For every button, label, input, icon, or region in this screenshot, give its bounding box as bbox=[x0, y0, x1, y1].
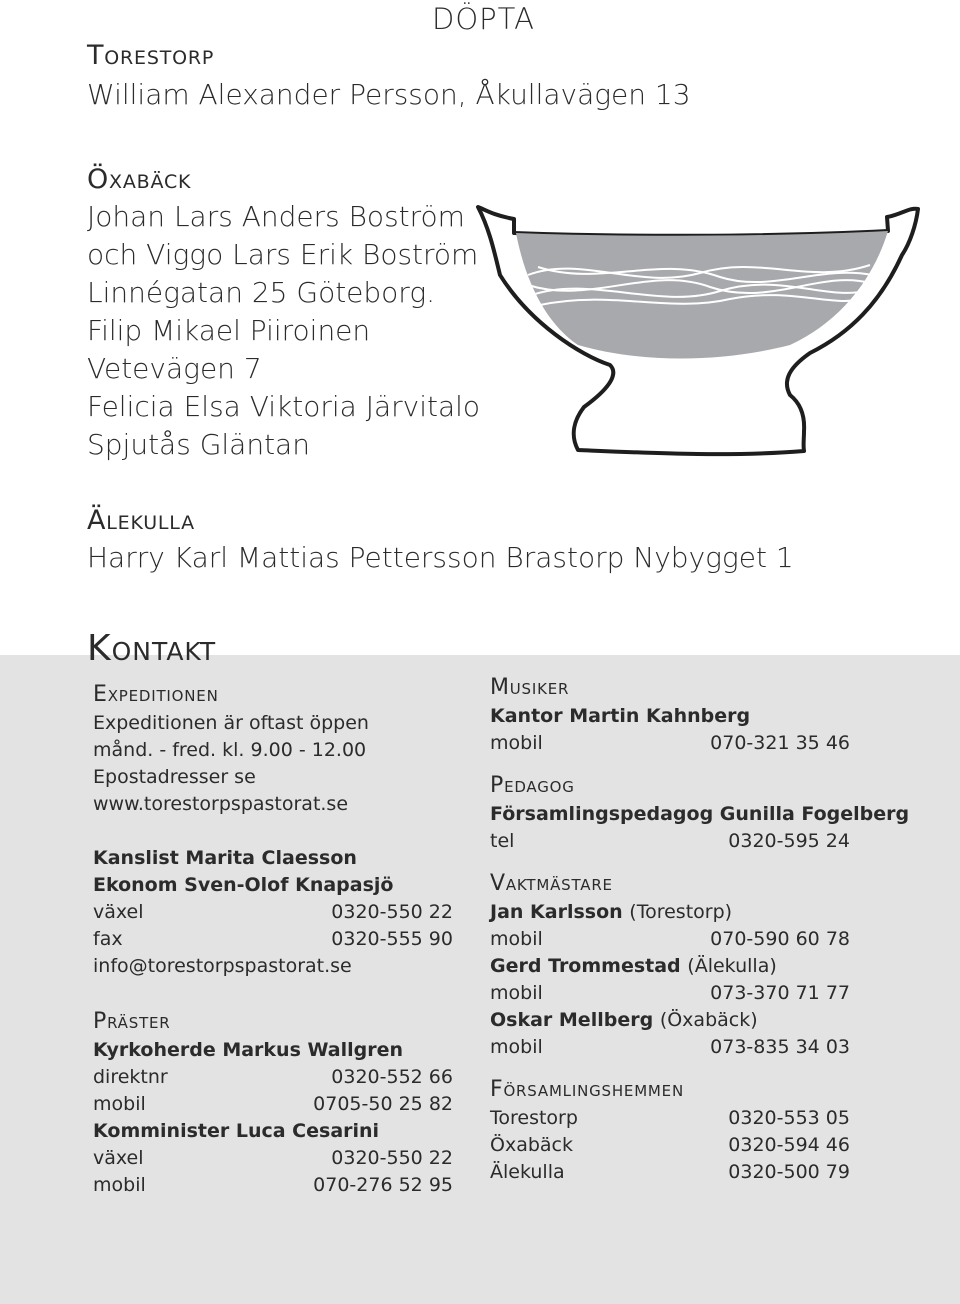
expedition-line: månd. - fred. kl. 9.00 - 12.00 bbox=[93, 739, 367, 761]
caretaker-name bbox=[490, 1007, 850, 1034]
priests-heading: Präster bbox=[93, 1009, 171, 1034]
place-heading-torestorp: Torestorp bbox=[87, 40, 215, 71]
phone-number: 0320-550 22 bbox=[331, 901, 453, 923]
halls-heading: Församlingshemmen bbox=[490, 1077, 684, 1102]
phone-row bbox=[490, 730, 850, 757]
phone-row bbox=[93, 1091, 453, 1118]
phone-row bbox=[93, 1172, 453, 1199]
phone-number: 073-835 34 03 bbox=[710, 1036, 850, 1058]
caretaker-area: (Älekulla) bbox=[687, 955, 777, 977]
baptized-line: Linnégatan 25 Göteborg. bbox=[87, 276, 436, 309]
hall-label: Öxabäck bbox=[490, 1134, 573, 1156]
website-link[interactable]: www.torestorpspastorat.se bbox=[93, 793, 349, 815]
phone-label: mobil bbox=[490, 1036, 543, 1058]
phone-label: växel bbox=[93, 901, 144, 923]
baptized-line: Johan Lars Anders Boström bbox=[87, 200, 465, 233]
caretaker-area: (Torestorp) bbox=[629, 901, 733, 923]
musician-heading: Musiker bbox=[490, 675, 570, 700]
phone-row bbox=[490, 980, 850, 1007]
phone-row bbox=[490, 926, 850, 953]
pedagog-heading: Pedagog bbox=[490, 773, 575, 798]
phone-number: 073-370 71 77 bbox=[710, 982, 850, 1004]
staff-name: Kanslist Marita Claesson bbox=[93, 847, 357, 869]
phone-label: växel bbox=[93, 1147, 144, 1169]
page-title: DÖPTA bbox=[432, 2, 535, 36]
phone-row bbox=[93, 899, 453, 926]
contact-right-column bbox=[490, 673, 910, 1186]
priest-name: Kyrkoherde Markus Wallgren bbox=[93, 1039, 404, 1061]
caretaker-heading: Vaktmästare bbox=[490, 871, 613, 896]
baptized-line: Harry Karl Mattias Pettersson Brastorp Nybygget 1 bbox=[87, 541, 794, 574]
caretaker-name-text: Oskar Mellberg bbox=[490, 1009, 654, 1031]
phone-label: mobil bbox=[93, 1093, 146, 1115]
phone-number: 0320-555 90 bbox=[331, 928, 453, 950]
caretaker-name-text: Jan Karlsson bbox=[490, 901, 623, 923]
contact-left-column bbox=[93, 680, 453, 1199]
phone-number: 0705-50 25 82 bbox=[313, 1093, 453, 1115]
expedition-line: Epostadresser se bbox=[93, 766, 256, 788]
baptized-line: William Alexander Persson, Åkullavägen 13 bbox=[87, 78, 691, 111]
phone-number: 0320-552 66 bbox=[331, 1066, 453, 1088]
phone-row bbox=[93, 1145, 453, 1172]
baptized-line: Filip Mikael Piiroinen bbox=[87, 314, 371, 347]
expedition-line: Expeditionen är oftast öppen bbox=[93, 712, 369, 734]
baptized-line: Vetevägen 7 bbox=[87, 352, 262, 385]
place-heading-alekulla: Älekulla bbox=[87, 505, 195, 536]
caretaker-name bbox=[490, 953, 850, 980]
hall-label: Torestorp bbox=[490, 1107, 578, 1129]
phone-label: fax bbox=[93, 928, 123, 950]
phone-label: mobil bbox=[93, 1174, 146, 1196]
caretaker-area: (Öxabäck) bbox=[659, 1009, 758, 1031]
phone-number: 070-590 60 78 bbox=[710, 928, 850, 950]
caretaker-name-text: Gerd Trommestad bbox=[490, 955, 681, 977]
phone-label: tel bbox=[490, 830, 515, 852]
baptized-line: Spjutås Gläntan bbox=[87, 428, 310, 461]
baptized-line: och Viggo Lars Erik Boström bbox=[87, 238, 479, 271]
email-link[interactable]: info@torestorpspastorat.se bbox=[93, 955, 352, 977]
expedition-heading: Expeditionen bbox=[93, 682, 219, 707]
phone-label: mobil bbox=[490, 732, 543, 754]
phone-row bbox=[93, 926, 453, 953]
baptized-line: Felicia Elsa Viktoria Järvitalo bbox=[87, 390, 481, 423]
phone-number: 0320-594 46 bbox=[728, 1134, 850, 1156]
phone-row bbox=[490, 1159, 850, 1186]
place-heading-oxaback: Öxabäck bbox=[87, 164, 192, 195]
baptismal-font-illustration bbox=[470, 195, 930, 465]
phone-row bbox=[490, 1034, 850, 1061]
phone-number: 0320-553 05 bbox=[728, 1107, 850, 1129]
phone-label: direktnr bbox=[93, 1066, 168, 1088]
phone-row bbox=[93, 1064, 453, 1091]
phone-row bbox=[490, 828, 850, 855]
phone-label: mobil bbox=[490, 928, 543, 950]
phone-number: 0320-500 79 bbox=[728, 1161, 850, 1183]
phone-row bbox=[490, 1132, 850, 1159]
pedagog-name: Församlingspedagog Gunilla Fogelberg bbox=[490, 803, 910, 825]
phone-number: 0320-595 24 bbox=[728, 830, 850, 852]
contact-heading: Kontakt bbox=[87, 628, 217, 669]
staff-name: Ekonom Sven-Olof Knapasjö bbox=[93, 874, 394, 896]
phone-label: mobil bbox=[490, 982, 543, 1004]
phone-row bbox=[490, 1105, 850, 1132]
phone-number: 070-321 35 46 bbox=[710, 732, 850, 754]
phone-number: 070-276 52 95 bbox=[313, 1174, 453, 1196]
priest-name: Komminister Luca Cesarini bbox=[93, 1120, 380, 1142]
hall-label: Älekulla bbox=[490, 1161, 565, 1183]
phone-number: 0320-550 22 bbox=[331, 1147, 453, 1169]
musician-name: Kantor Martin Kahnberg bbox=[490, 705, 751, 727]
caretaker-name bbox=[490, 899, 850, 926]
